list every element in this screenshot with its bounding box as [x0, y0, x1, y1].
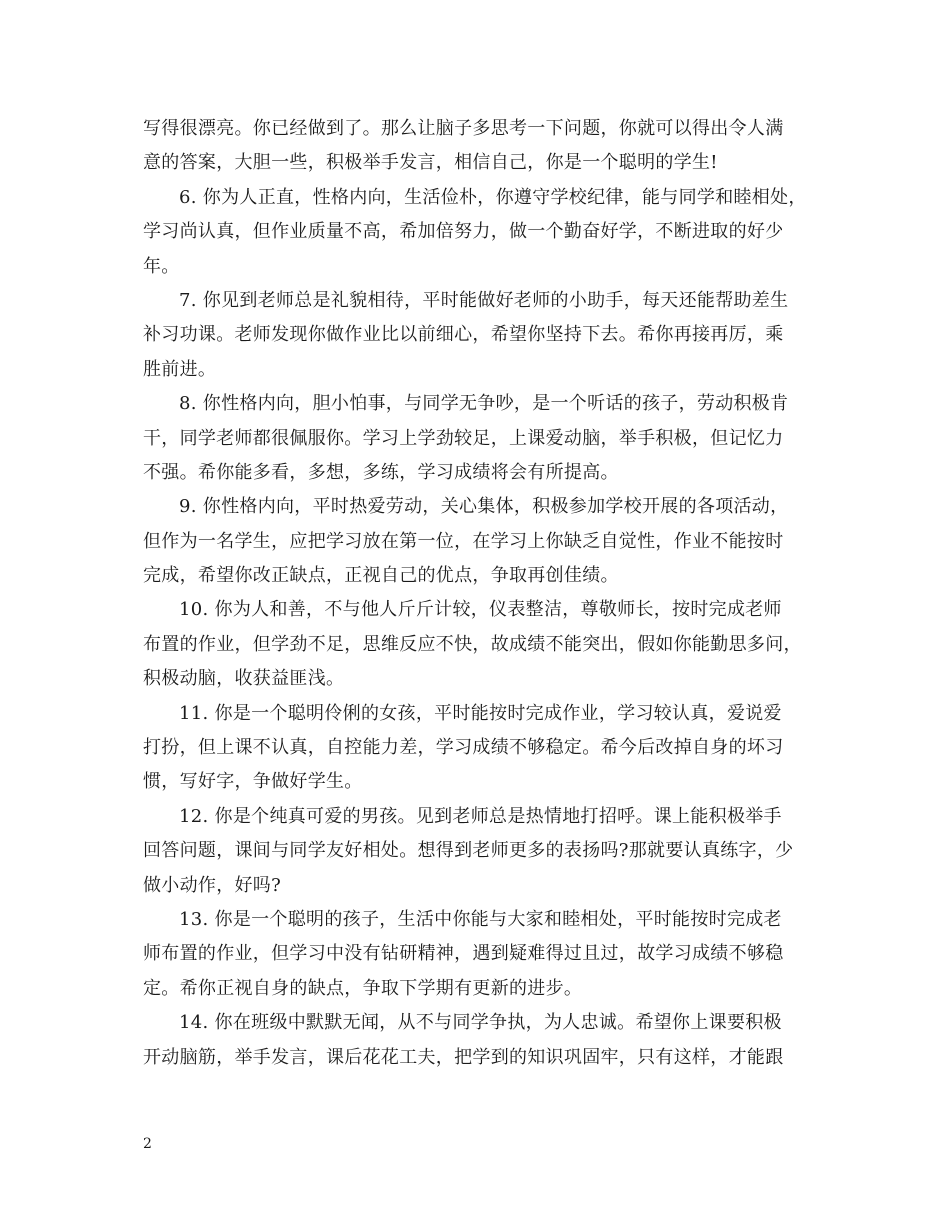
text-line: 师布置的作业，但学习中没有钻研精神，遇到疑难得过且过，故学习成绩不够稳 — [143, 943, 784, 965]
text-line: 定。希你正视自身的缺点，争取下学期有更新的进步。 — [143, 977, 583, 999]
text-line: 惯，写好字，争做好学生。 — [143, 771, 363, 793]
text-line: 意的答案，大胆一些，积极举手发言，相信自己，你是一个聪明的学生! — [143, 152, 718, 174]
text-line: 回答问题，课间与同学友好相处。想得到老师更多的表扬吗?那就要认真练字，少 — [143, 840, 794, 862]
text-line: 布置的作业，但学劲不足，思维反应不快，故成绩不能突出，假如你能勤思多问， — [143, 633, 802, 655]
text-line: 学习尚认真，但作业质量不高，希加倍努力，做一个勤奋好学，不断进取的好少 — [143, 221, 784, 243]
paragraph-start-line: 12. 你是个纯真可爱的男孩。见到老师总是热情地打招呼。课上能积极举手 — [179, 805, 782, 827]
text-line: 积极动脑，收获益匪浅。 — [143, 668, 345, 690]
paragraph-start-line: 11. 你是一个聪明伶俐的女孩，平时能按时完成作业，学习较认真，爱说爱 — [179, 702, 782, 724]
text-line: 不强。希你能多看，多想，多练，学习成绩将会有所提高。 — [143, 461, 619, 483]
text-line: 补习功课。老师发现你做作业比以前细心，希望你坚持下去。希你再接再厉，乘 — [143, 324, 784, 346]
page-number: 2 — [143, 1136, 152, 1152]
paragraph-start-line: 10. 你为人和善，不与他人斤斤计较，仪表整洁，尊敬师长，按时完成老师 — [179, 599, 782, 621]
text-line: 完成，希望你改正缺点，正视自己的优点，争取再创佳绩。 — [143, 565, 619, 587]
paragraph-start-line: 8. 你性格内向，胆小怕事，与同学无争吵，是一个听话的孩子，劳动积极肯 — [179, 393, 789, 415]
paragraph-start-line: 9. 你性格内向，平时热爱劳动，关心集体，积极参加学校开展的各项活动， — [179, 496, 789, 518]
text-line: 胜前进。 — [143, 358, 217, 380]
text-line: 干，同学老师都很佩服你。学习上学劲较足，上课爱动脑，举手积极，但记忆力 — [143, 427, 784, 449]
document-body — [143, 112, 815, 1075]
paragraph-start-line: 14. 你在班级中默默无闻，从不与同学争执，为人忠诚。希望你上课要积极 — [179, 1012, 782, 1034]
paragraph-start-line: 13. 你是一个聪明的孩子，生活中你能与大家和睦相处，平时能按时完成老 — [179, 908, 782, 930]
text-line: 做小动作，好吗? — [143, 874, 282, 896]
paragraph-start-line: 6. 你为人正直，性格内向，生活俭朴，你遵守学校纪律，能与同学和睦相处， — [179, 186, 807, 208]
text-line: 年。 — [143, 255, 180, 277]
text-line: 写得很漂亮。你已经做到了。那么让脑子多思考一下问题，你就可以得出令人满 — [143, 118, 784, 139]
text-line: 打扮，但上课不认真，自控能力差，学习成绩不够稳定。希今后改掉自身的坏习 — [143, 737, 784, 759]
paragraph-start-line: 7. 你见到老师总是礼貌相待，平时能做好老师的小助手，每天还能帮助差生 — [179, 289, 789, 311]
text-line: 但作为一名学生，应把学习放在第一位，在学习上你缺乏自觉性，作业不能按时 — [143, 530, 784, 552]
text-line: 开动脑筋，举手发言，课后花花工夫，把学到的知识巩固牢，只有这样，才能跟 — [143, 1046, 784, 1068]
